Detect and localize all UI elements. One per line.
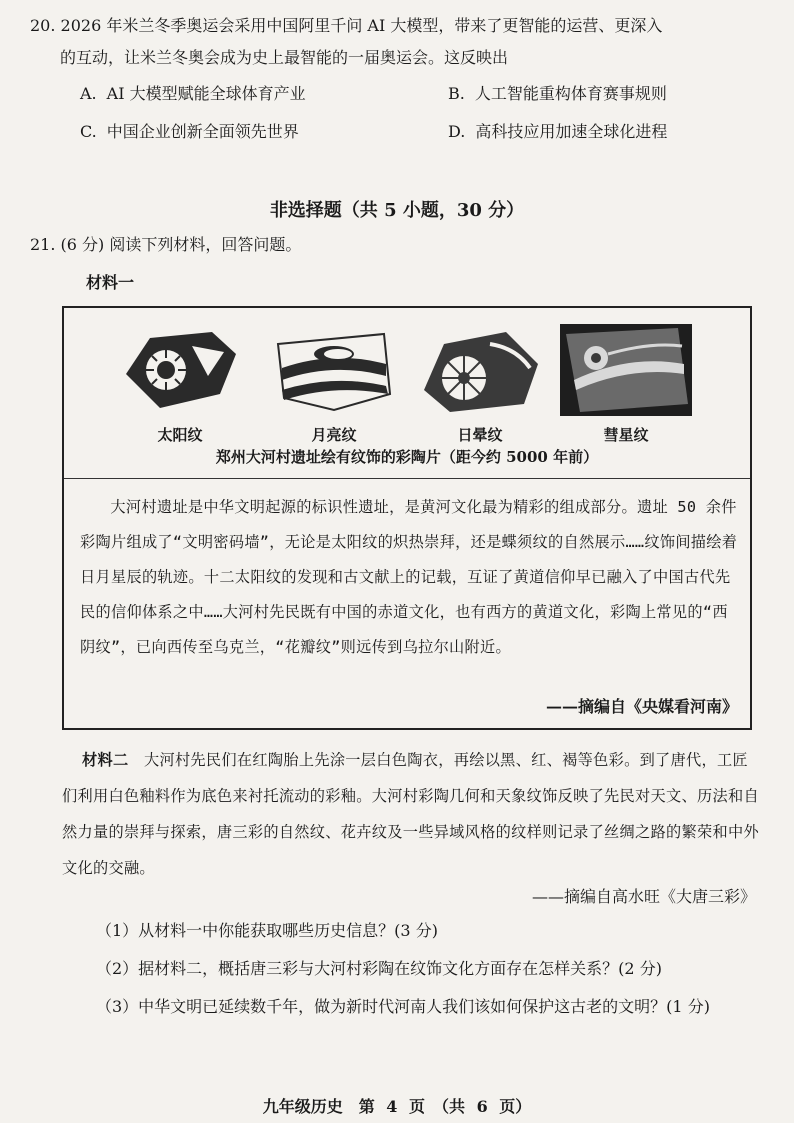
option-a xyxy=(80,78,448,110)
option-key: D. xyxy=(448,122,466,141)
sun-pattern-shard-image xyxy=(120,324,240,416)
option-text: 中国企业创新全面领先世界 xyxy=(106,122,299,141)
question-20-options xyxy=(80,78,780,148)
subquestion-2: （2）据材料二，概括唐三彩与大河村彩陶在纹饰文化方面存在怎样关系？(2 分) xyxy=(96,959,662,978)
shard-label-halo: 日晕纹 xyxy=(457,426,503,444)
shard-label-moon: 月亮纹 xyxy=(311,426,357,444)
subquestion-1: （1）从材料一中你能获取哪些历史信息？(3 分) xyxy=(96,921,438,940)
question-20-stem-line1: 20. 2026 年米兰冬季奥运会采用中国阿里千问 AI 大模型，带来了更智能的运营、更深入 xyxy=(30,16,663,35)
section-title: 非选择题（共 5 小题，30 分） xyxy=(269,200,525,221)
option-key: B. xyxy=(448,84,465,103)
pottery-images-row xyxy=(64,308,750,479)
pottery-caption: 郑州大河村遗址绘有纹饰的彩陶片（距今约 5000 年前） xyxy=(215,448,599,466)
material-1-paragraph: 大河村遗址是中华文明起源的标识性遗址，是黄河文化最为精彩的组成部分。遗址 50 余件彩陶片组成了“文明密码墙”，无论是太阳纹的炽热崇拜，还是蝶须纹的自然展示……纹饰间描绘着日月星辰的轨迹。十二太阳纹的发现和古文献上的记载，互证了黄道信仰早已融入了中国古代先民的信仰体系之中……大河村先民既有中国的赤道文化，也有西方的黄道文化，彩陶上常见的“西阴纹”，已向西传至乌克兰，“花瓣纹”则远传到乌拉尔山附近。 xyxy=(80,498,738,656)
material-1-box xyxy=(62,306,752,730)
question-21-stem: 21. (6 分) 阅读下列材料，回答问题。 xyxy=(30,235,302,254)
option-text: AI 大模型赋能全球体育产业 xyxy=(106,84,306,103)
question-20-stem-line2: 的互动，让米兰冬奥会成为史上最智能的一届奥运会。这反映出 xyxy=(60,48,509,67)
halo-pattern-shard-image xyxy=(420,324,540,416)
material-1-title: 材料一 xyxy=(86,273,135,292)
material-2-text: 大河村先民们在红陶胎上先涂一层白色陶衣，再绘以黑、红、褐等色彩。到了唐代，工匠们利用白色釉料作为底色来衬托流动的彩釉。大河村彩陶几何和天象纹饰反映了先民对天文、历法和自然力量的崇拜与探索，唐三彩的自然纹、花卉纹及一些异域风格的纹样则记录了丝绸之路的繁荣和中外文化的交融。 xyxy=(62,751,759,877)
option-key: C. xyxy=(80,122,97,141)
shard-label-comet: 彗星纹 xyxy=(603,426,649,444)
option-c xyxy=(80,116,448,148)
material-2 xyxy=(62,742,760,886)
material-2-label: 材料二 xyxy=(82,751,129,769)
material-2-source: ——摘编自高水旺《大唐三彩》 xyxy=(531,887,756,906)
question-20 xyxy=(30,10,770,148)
material-1-text xyxy=(80,490,740,665)
subquestion-3: （3）中华文明已延续数千年，做为新时代河南人我们该如何保护这古老的文明？(1 分) xyxy=(96,997,710,1016)
option-d xyxy=(448,116,794,148)
page-footer: 九年级历史 第 4 页 （共 6 页） xyxy=(262,1097,532,1116)
option-b xyxy=(448,78,794,110)
option-text: 高科技应用加速全球化进程 xyxy=(475,122,668,141)
material-1-source: ——摘编自《央媒看河南》 xyxy=(545,697,738,716)
moon-pattern-shard-image xyxy=(274,324,394,416)
option-text: 人工智能重构体育赛事规则 xyxy=(474,84,667,103)
option-key: A. xyxy=(80,84,97,103)
shard-label-sun: 太阳纹 xyxy=(157,426,203,444)
comet-pattern-shard-image xyxy=(560,324,692,416)
